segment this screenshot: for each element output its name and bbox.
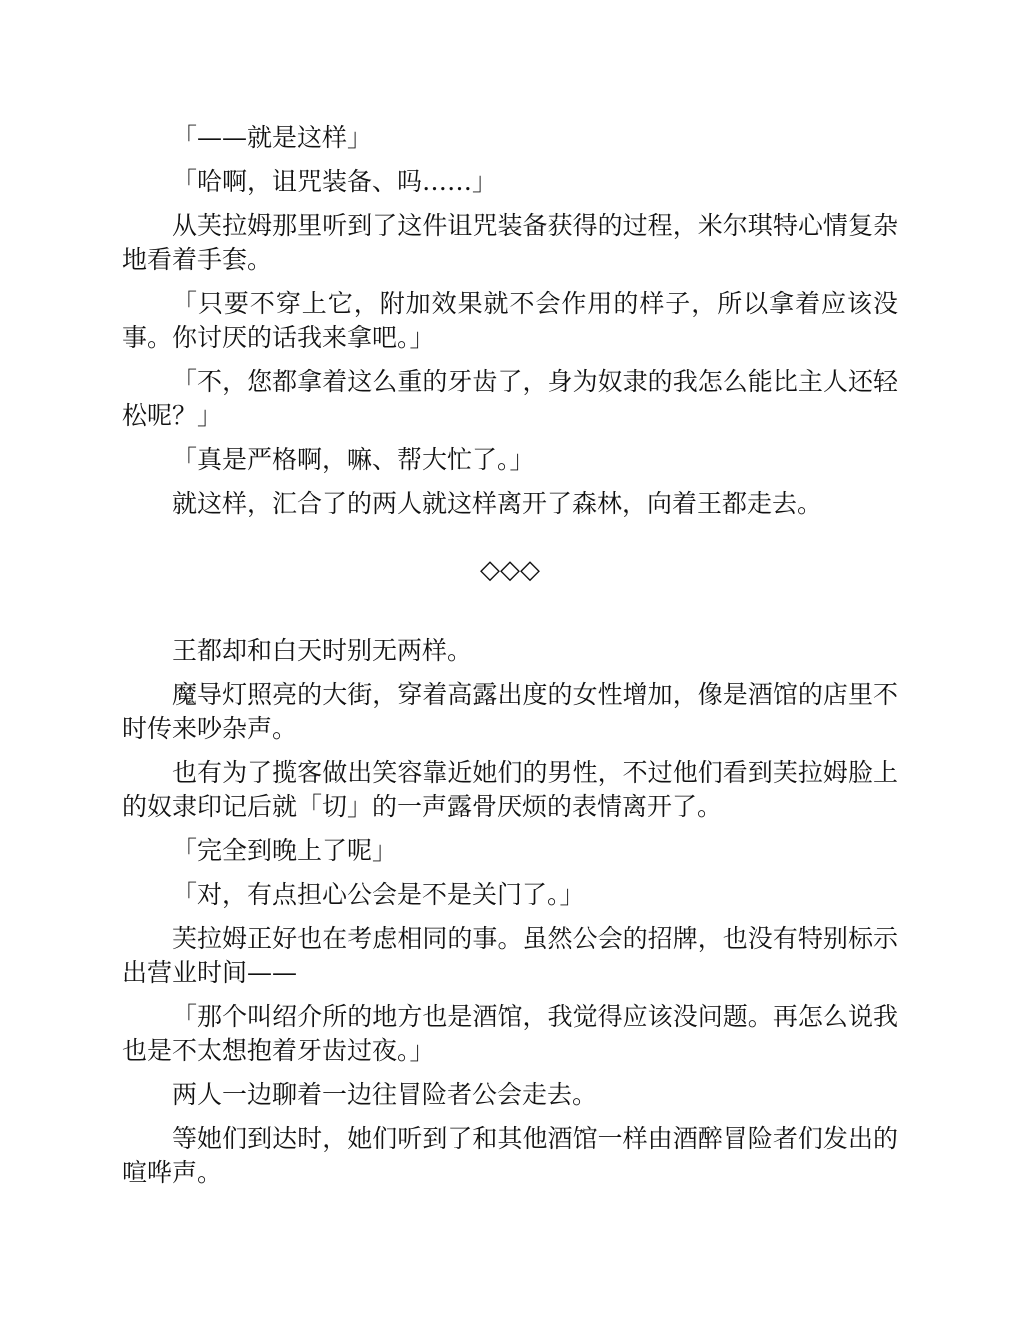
paragraph: 两人一边聊着一边往冒险者公会走去。 — [172, 1080, 598, 1109]
paragraph: 「不，您都拿着这么重的牙齿了，身为奴隶的我怎么能比主人还轻松呢？」 — [122, 367, 898, 430]
paragraph: 「真是严格啊，嘛、帮大忙了。」 — [172, 445, 535, 474]
paragraph: 魔导灯照亮的大街，穿着高露出度的女性增加，像是酒馆的店里不时传来吵杂声。 — [122, 680, 898, 743]
paragraph: 王都却和白天时别无两样。 — [172, 636, 473, 665]
section-2 — [122, 634, 898, 1200]
paragraph: 等她们到达时，她们听到了和其他酒馆一样由酒醉冒险者们发出的喧哗声。 — [122, 1124, 898, 1187]
paragraph: 「完全到晚上了呢」 — [172, 836, 398, 865]
section-1 — [122, 121, 898, 531]
paragraph: 也有为了揽客做出笑容靠近她们的男性，不过他们看到芙拉姆脸上的奴隶印记后就「切」的一声露骨厌烦的表情离开了。 — [122, 758, 898, 821]
paragraph: 「——就是这样」 — [172, 123, 373, 152]
paragraph: 「只要不穿上它，附加效果就不会作用的样子，所以拿着应该没事。你讨厌的话我来拿吧。」 — [122, 289, 898, 352]
paragraph: 「哈啊，诅咒装备、吗……」 — [172, 167, 498, 196]
paragraph: 从芙拉姆那里听到了这件诅咒装备获得的过程，米尔琪特心情复杂地看着手套。 — [122, 211, 898, 274]
paragraph: 芙拉姆正好也在考虑相同的事。虽然公会的招牌，也没有特别标示出营业时间—— — [122, 924, 898, 987]
paragraph: 就这样，汇合了的两人就这样离开了森林，向着王都走去。 — [172, 489, 823, 518]
paragraph: 「对，有点担心公会是不是关门了。」 — [172, 880, 585, 909]
scene-separator: ◇◇◇ — [480, 555, 540, 585]
paragraph: 「那个叫绍介所的地方也是酒馆，我觉得应该没问题。再怎么说我也是不太想抱着牙齿过夜。」 — [122, 1002, 898, 1065]
